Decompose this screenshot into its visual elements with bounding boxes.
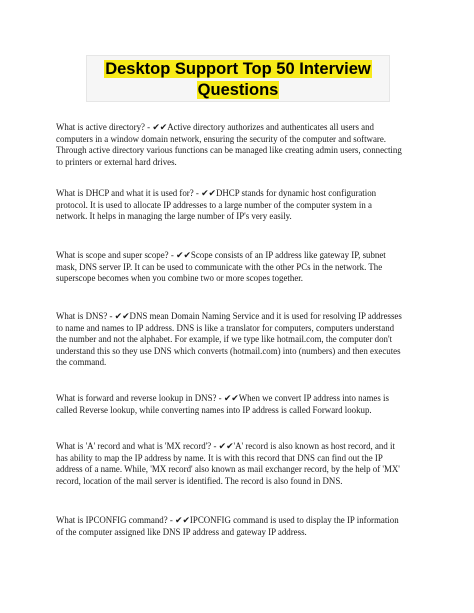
text-line: the number and not the alphabet. For example, if we type like hotmail.com, the computer don't <box>56 334 393 344</box>
text-line: What is forward and reverse lookup in DNS? - ✔✔When we convert IP address into names is <box>56 393 389 403</box>
text-line: computers in a window domain network, ensuring the security of the computer and software. <box>56 133 387 144</box>
text-line: What is active directory? - ✔✔Active directory authorizes and authenticates all users and <box>56 122 374 132</box>
text-line: protocol. It is used to allocate IP addresses to a large number of the computer system in a <box>56 199 372 210</box>
qa-item-dhcp <box>56 188 426 223</box>
text-line: to printers or external hard drives. <box>56 156 177 167</box>
text-line: of the computer assigned like DNS IP address and gateway IP address. <box>56 526 307 537</box>
text-line: understand this so they use DNS which converts (hotmail.com) into (numbers) and then executes <box>56 345 401 356</box>
qa-item-scope <box>56 250 426 285</box>
text-line: mask, DNS server IP. It can be used to communicate with the other PCs in the network. The <box>56 261 383 272</box>
text-line: address of a name. While, 'MX record' also known as mail exchanger record, by the help of 'MX' <box>56 464 400 474</box>
qa-item-active-directory <box>56 122 426 168</box>
document-title-line-1 <box>87 59 389 79</box>
title-highlight: Questions <box>197 81 279 99</box>
text-line: What is DNS? - ✔✔DNS mean Domain Naming Service and it is used for resolving IP addresses <box>56 311 402 321</box>
qa-item-dns <box>56 311 426 369</box>
text-line: record, location of the mail server is identified. The record is also found in DNS. <box>56 475 343 486</box>
qa-item-ipconfig <box>56 515 426 538</box>
qa-item-lookup <box>56 393 426 416</box>
text-line: What is DHCP and what it is used for? - ✔✔DHCP stands for dynamic host configuration <box>56 188 377 198</box>
document-title-line-2 <box>87 80 389 100</box>
qa-item-a-mx-record <box>56 441 426 487</box>
text-line: the command. <box>56 357 107 367</box>
title-highlight: Desktop Support Top 50 Interview <box>105 60 371 78</box>
text-line: to name and names to IP address. DNS is like a translator for computers, computers understand <box>56 322 395 333</box>
title-box <box>86 55 390 102</box>
text-line: called Reverse lookup, while converting names into IP address is called Forward lookup. <box>56 404 372 415</box>
text-line: network. It helps in managing the large number of IP's very easily. <box>56 211 292 221</box>
text-line: What is scope and super scope? - ✔✔Scope consists of an IP address like gateway IP, subnet <box>56 250 386 260</box>
text-line: superscope becomes when you combine two or more scopes together. <box>56 273 303 283</box>
text-line: What is 'A' record and what is 'MX record'? - ✔✔'A' record is also known as host record, and it <box>56 441 395 451</box>
text-line: Through active directory various functions can be managed like creating admin users, connecting <box>56 145 402 155</box>
text-line: has ability to map the IP address by name. It is with this record that DNS can find out the IP <box>56 452 383 463</box>
text-line: What is IPCONFIG command? - ✔✔IPCONFIG command is used to display the IP information <box>56 515 399 525</box>
